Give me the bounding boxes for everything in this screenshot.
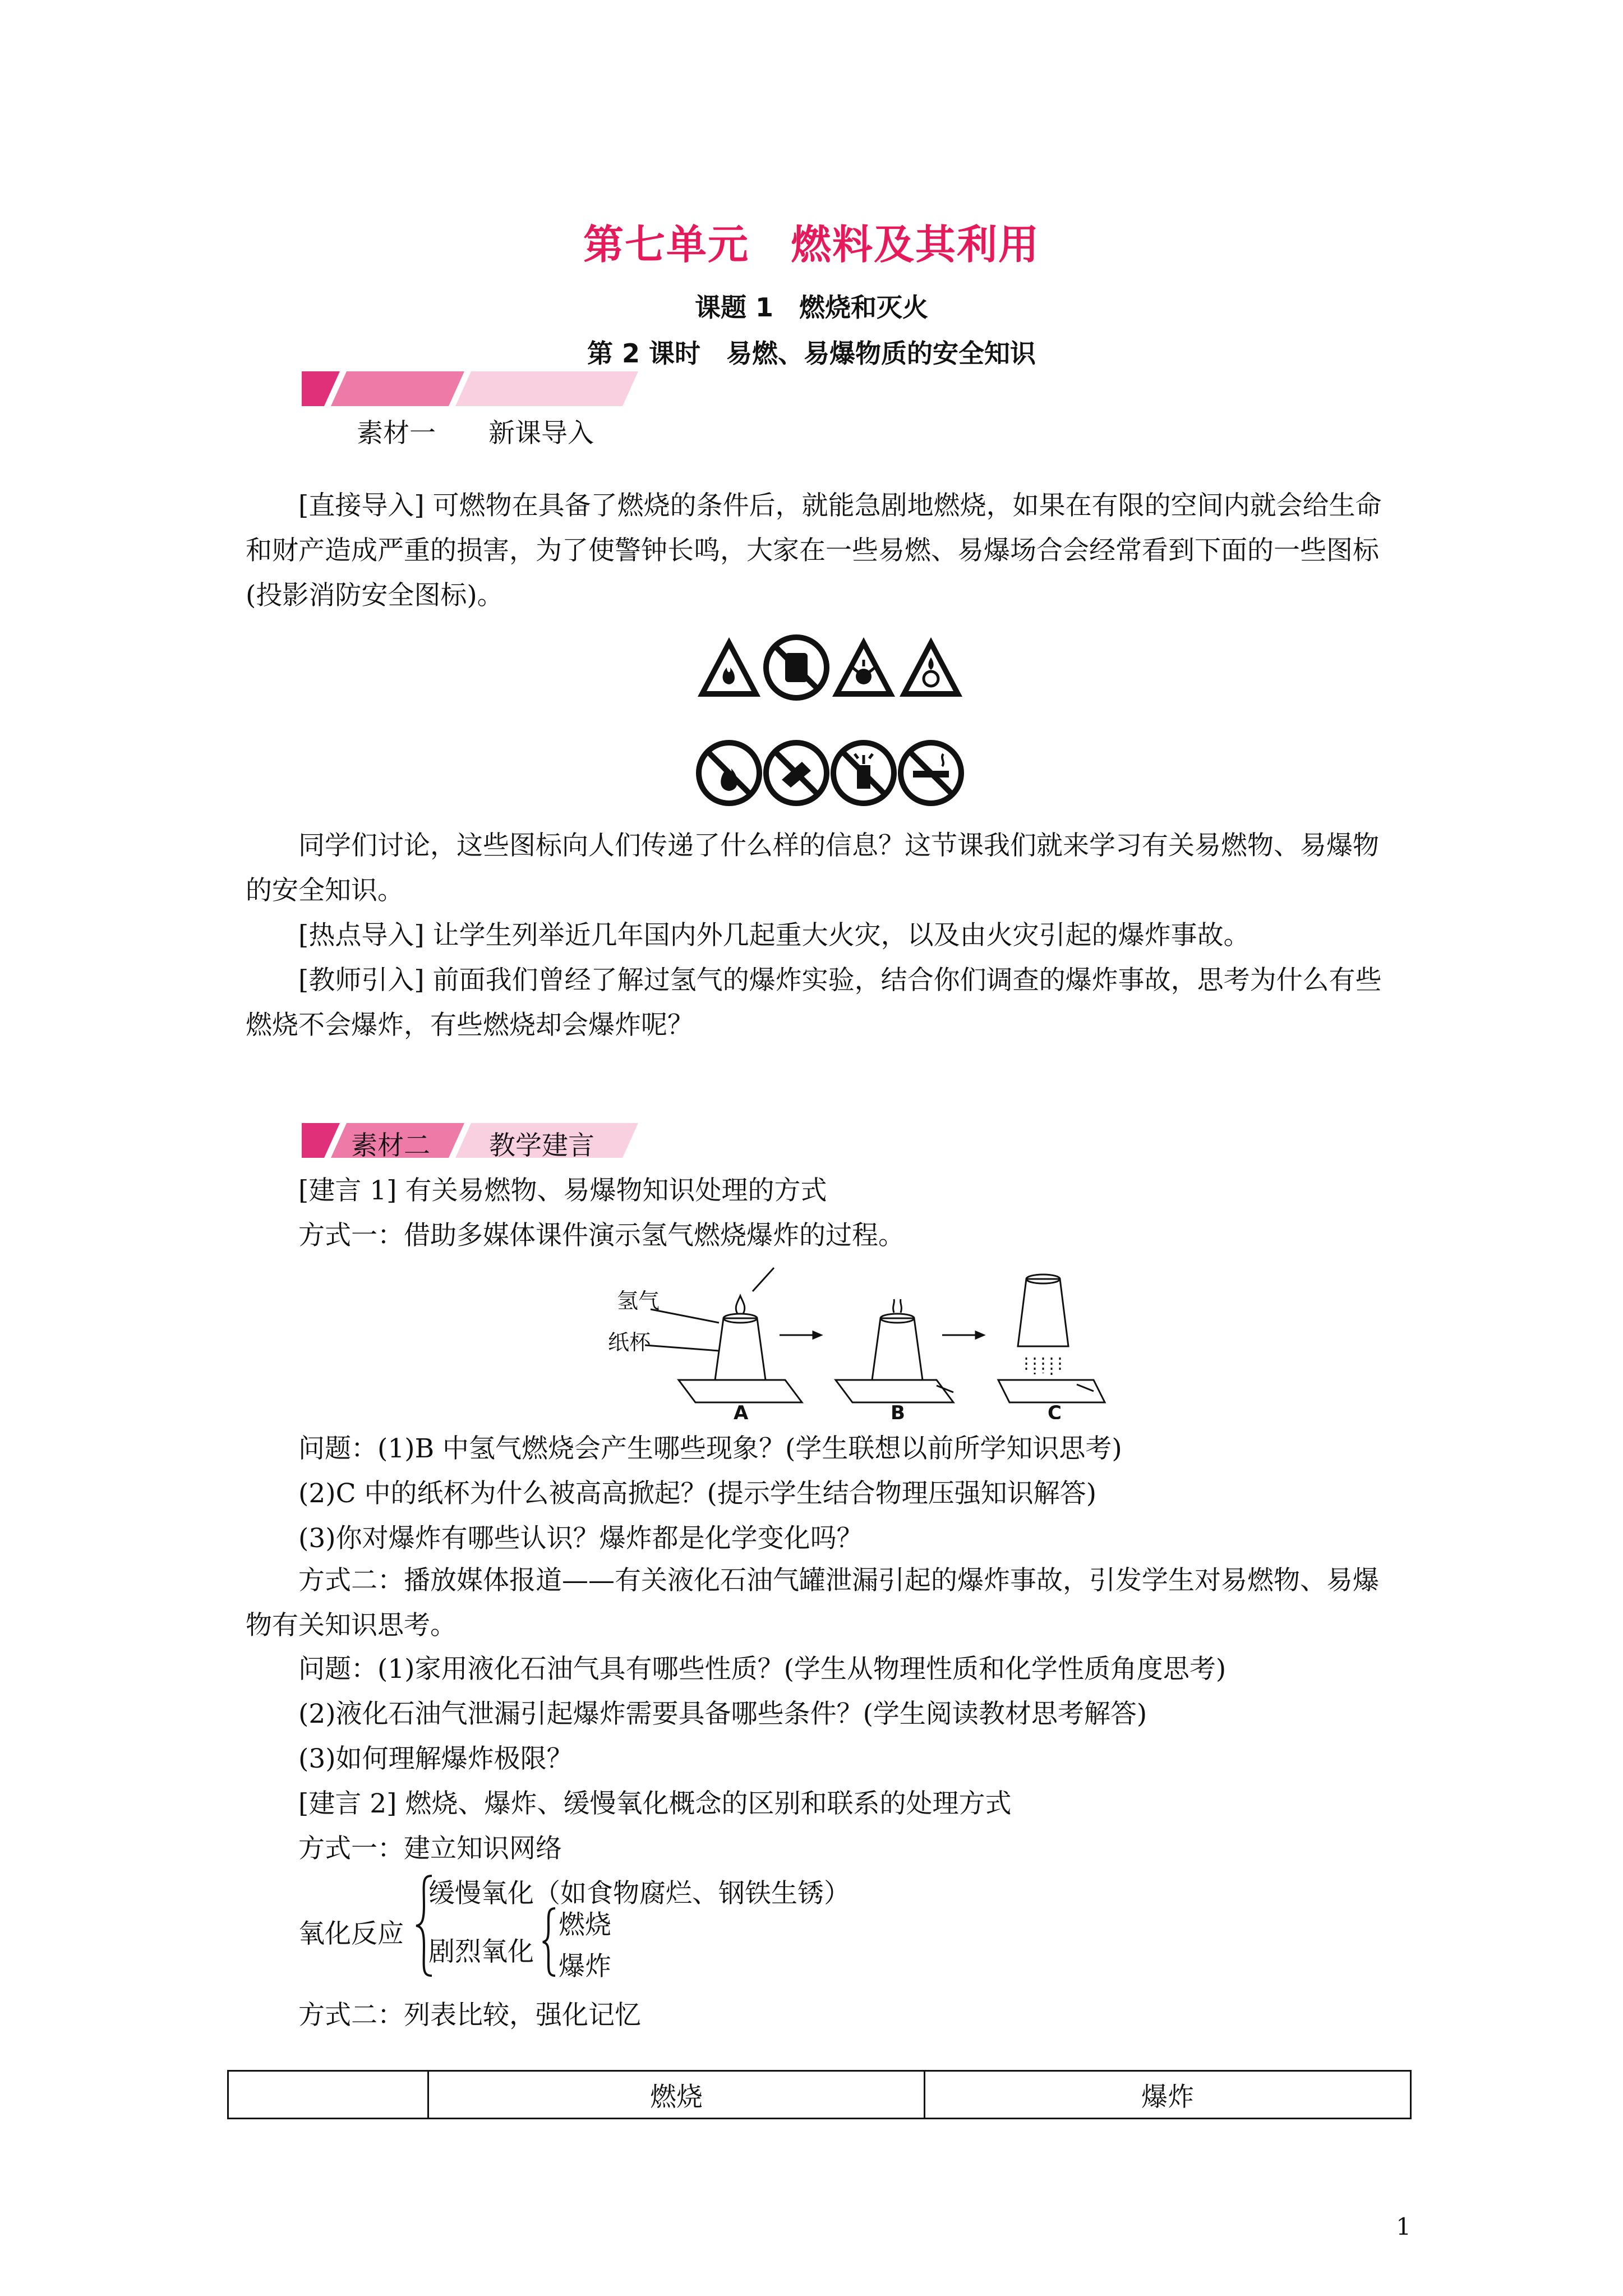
section-1-label: 素材一 新课导入 [357, 418, 594, 449]
paragraph-direct-intro: [直接导入] 可燃物在具备了燃烧的条件后，就能急剧地燃烧，如果在有限的空间内就会给生命和财产造成严重的损害，为了使警钟长鸣，大家在一些易燃、易爆场合会经常看到下面的一些图标(投影消防安全图标)。 [246, 490, 1382, 611]
unit-title: 第七单元 燃料及其利用 [583, 221, 1040, 268]
table-header-explosion: 爆炸 [925, 2071, 1411, 2119]
table-header-cell [228, 2071, 428, 2119]
table-header-row [228, 2071, 1411, 2119]
tree-brace-sub [541, 1906, 559, 1978]
question-1: 问题：(1)B 中氢气燃烧会产生哪些现象？(学生联想以前所学知识思考) [298, 1433, 1122, 1464]
oxidizer-warning-icon [897, 634, 965, 701]
method-4: 方式二：列表比较，强化记忆 [298, 2000, 641, 2031]
tree-burning: 燃烧 [559, 1910, 611, 1940]
tree-slow-oxidation: 缓慢氧化（如食物腐烂、钢铁生锈） [428, 1878, 850, 1909]
suggestion-1-title: [建言 1] 有关易燃物、易爆物知识处理的方式 [298, 1175, 827, 1206]
paragraph-teacher-intro: [教师引入] 前面我们曾经了解过氢气的爆炸实验，结合你们调查的爆炸事故，思考为什么有些燃烧不会爆炸，有些燃烧却会爆炸呢？ [246, 965, 1382, 1041]
no-smoking-icon [897, 739, 965, 807]
question-5: (2)液化石油气泄漏引起爆炸需要具备哪些条件？(学生阅读教材思考解答) [298, 1699, 1147, 1729]
section-2-label-a: 素材二 [351, 1130, 430, 1161]
page-number: 1 [1396, 2213, 1411, 2240]
no-open-flame-icon [763, 739, 830, 807]
paragraph-hot-intro: [热点导入] 让学生列举近几年国内外几起重大火灾，以及由火灾引起的爆炸事故。 [298, 920, 1250, 951]
tree-fast-oxidation: 剧烈氧化 [428, 1936, 534, 1967]
comparison-table [227, 2070, 1412, 2119]
period-title: 第 2 课时 易燃、易爆物质的安全知识 [587, 338, 1036, 369]
method-1: 方式一：借助多媒体课件演示氢气燃烧爆炸的过程。 [298, 1220, 905, 1251]
method-3: 方式一：建立知识网络 [298, 1833, 562, 1864]
hydrogen-explosion-diagram [594, 1251, 1110, 1419]
question-3: (3)你对爆炸有哪些认识？爆炸都是化学变化吗？ [298, 1523, 863, 1554]
question-4: 问题：(1)家用液化石油气具有哪些性质？(学生从物理性质和化学性质角度思考) [298, 1654, 1227, 1685]
label-paper-cup: 纸杯 [608, 1330, 651, 1355]
question-2: (2)C 中的纸杯为什么被高高掀起？(提示学生结合物理压强知识解答) [298, 1478, 1097, 1509]
lesson-title: 课题 1 燃烧和灭火 [694, 292, 929, 323]
tree-root: 氧化反应 [298, 1918, 404, 1949]
caption-a: A [734, 1402, 749, 1419]
no-fireworks-icon [830, 739, 897, 807]
caption-b: B [891, 1402, 905, 1419]
method-2: 方式二：播放媒体报道——有关液化石油气罐泄漏引起的爆炸事故，引发学生对易燃物、易爆物有关知识思考。 [246, 1565, 1379, 1641]
flammable-warning-icon [695, 634, 763, 701]
table-header-burning: 燃烧 [428, 2071, 925, 2119]
label-hydrogen: 氢气 [617, 1289, 660, 1313]
tree-explosion: 爆炸 [559, 1951, 611, 1982]
paragraph-discussion: 同学们讨论，这些图标向人们传递了什么样的信息？这节课我们就来学习有关易燃物、易爆物的安全知识。 [246, 830, 1379, 906]
section-2-label-b: 教学建言 [489, 1130, 594, 1161]
explosive-warning-icon [830, 634, 897, 701]
no-barrel-icon [763, 634, 830, 701]
no-flammables-icon [695, 739, 763, 807]
question-6: (3)如何理解爆炸极限？ [298, 1743, 573, 1774]
caption-c: C [1048, 1402, 1062, 1419]
suggestion-2-title: [建言 2] 燃烧、爆炸、缓慢氧化概念的区别和联系的处理方式 [298, 1788, 1012, 1819]
section-banner-1 [302, 371, 638, 406]
